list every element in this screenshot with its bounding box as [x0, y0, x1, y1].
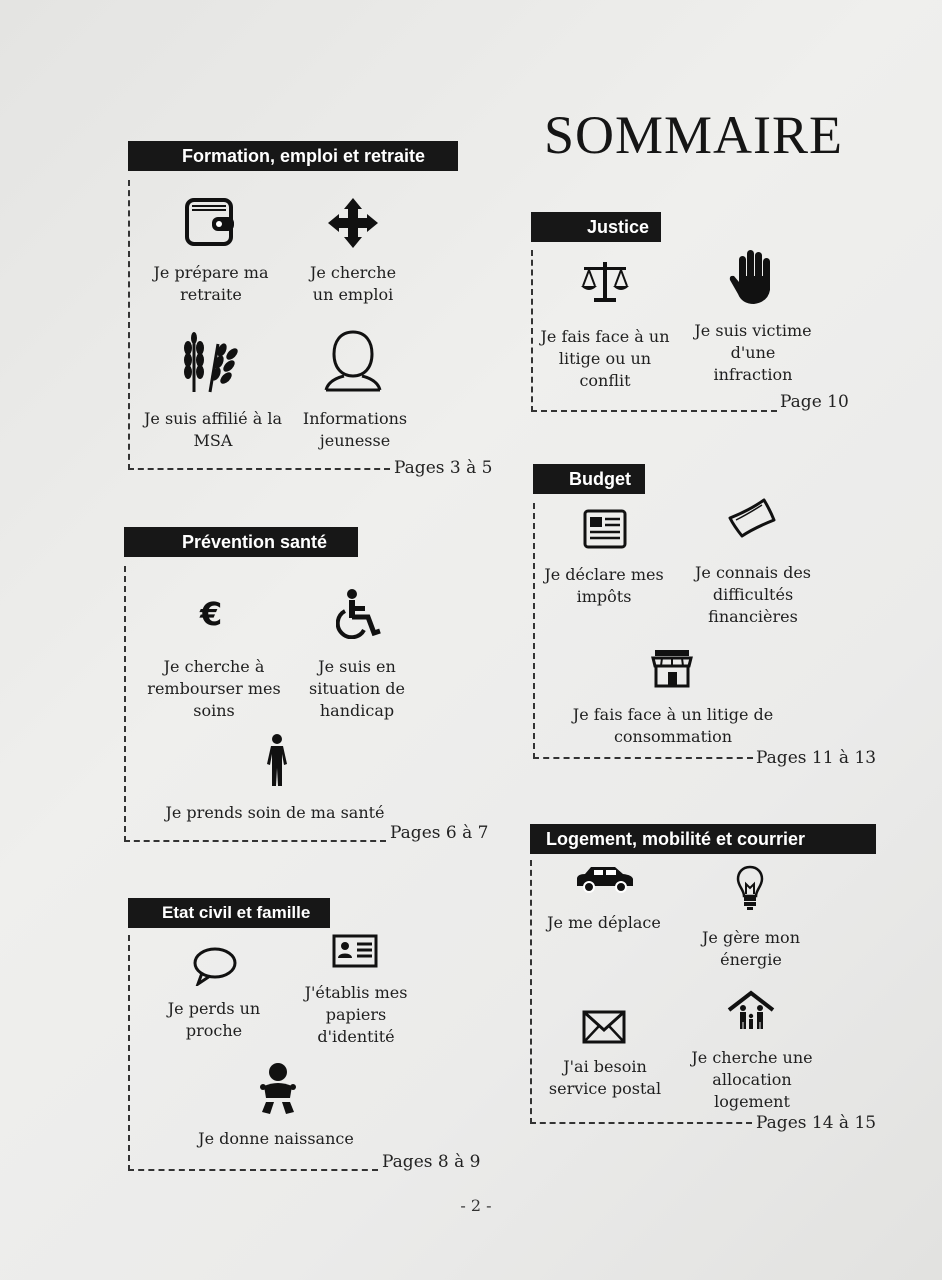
banknote-icon [724, 492, 780, 544]
item-difficultes: Je connais des difficultés financières [694, 563, 812, 626]
section-pages-etat-civil: Pages 8 à 9 [382, 1152, 481, 1172]
family-house-icon [727, 990, 775, 1030]
section-pages-formation: Pages 3 à 5 [394, 458, 493, 478]
item-deplace: Je me déplace [547, 913, 661, 932]
car-icon [575, 864, 635, 894]
item-energie: Je gère mon énergie [702, 928, 800, 969]
section-pages-justice: Page 10 [780, 392, 849, 412]
id-card-icon [332, 934, 378, 968]
section-header-prevention: Prévention santé [124, 527, 358, 557]
wallet-icon [184, 197, 238, 247]
item-handicap: Je suis en situation de handicap [309, 657, 405, 720]
item-infraction: Je suis victime d'une infraction [694, 321, 812, 384]
item-consommation: Je fais face à un litige de consommation [572, 705, 774, 746]
svg-text:€: € [200, 596, 223, 630]
item-litige: Je fais face à un litige ou un conflit [540, 327, 670, 390]
item-retraite: Je prépare ma retraite [153, 263, 269, 304]
item-postal: J'ai besoin service postal [548, 1057, 662, 1098]
section-header-logement: Logement, mobilité et courrier [530, 824, 876, 854]
page-title: SOMMAIRE [544, 105, 844, 165]
human-body-icon [265, 734, 289, 788]
item-jeunesse: Informations jeunesse [302, 409, 408, 450]
section-header-justice: Justice [531, 212, 661, 242]
wheat-icon [178, 330, 242, 394]
section-header-etat-civil: Etat civil et famille [128, 898, 330, 928]
person-outline-icon [322, 328, 384, 392]
section-header-formation: Formation, emploi et retraite [128, 141, 458, 171]
section-pages-budget: Pages 11 à 13 [756, 748, 877, 768]
section-header-budget: Budget [533, 464, 645, 494]
speech-bubble-icon [192, 946, 238, 986]
baby-icon [258, 1062, 298, 1116]
move-arrows-icon [328, 198, 378, 248]
item-soins: Je cherche à rembourser mes soins [147, 657, 281, 720]
item-sante: Je prends soin de ma santé [165, 803, 385, 822]
section-pages-logement: Pages 14 à 15 [756, 1113, 877, 1133]
item-msa: Je suis affilié à la MSA [144, 409, 282, 450]
wheelchair-icon [336, 589, 382, 639]
section-pages-prevention: Pages 6 à 7 [390, 823, 489, 843]
item-identite: J'établis mes papiers d'identité [304, 983, 408, 1046]
page-number: - 2 - [460, 1196, 492, 1215]
item-impots: Je déclare mes impôts [544, 565, 664, 606]
shop-icon [651, 646, 693, 688]
document-icon [583, 509, 627, 549]
euro-icon [199, 596, 229, 630]
item-emploi: Je cherche un emploi [309, 263, 397, 304]
item-allocation: Je cherche une allocation logement [691, 1048, 813, 1111]
hand-icon [728, 248, 778, 306]
scales-icon [580, 258, 630, 304]
lightbulb-icon [735, 864, 765, 912]
envelope-icon [582, 1010, 626, 1044]
item-proche: Je perds un proche [167, 999, 261, 1040]
item-naissance: Je donne naissance [198, 1129, 354, 1148]
